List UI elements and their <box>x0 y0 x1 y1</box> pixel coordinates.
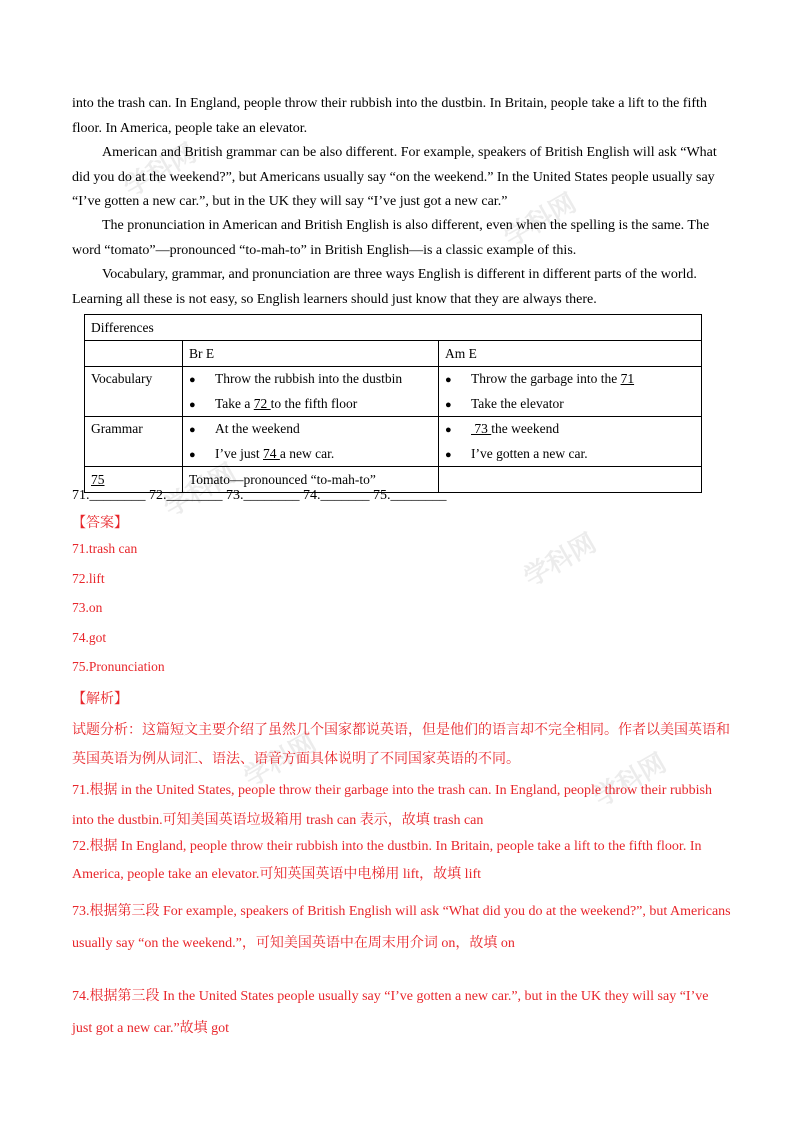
table-header-bre: Br E <box>183 341 439 367</box>
table-header-empty <box>85 341 183 367</box>
answer-74: 74.got <box>72 630 107 645</box>
bullet-icon: ● <box>445 398 452 411</box>
blank-75: 75 <box>91 472 105 487</box>
analysis-heading: 【解析】 <box>72 692 128 707</box>
list-item: ● Take a 72 to the fifth floor <box>189 392 432 417</box>
passage-paragraph-2: American and British grammar can be also different. For example, speakers of British English will ask “What did you do at the weekend?”, but Americans usually say “on the weekend.” In the United States people usually say “I’ve gotten a new car.”, but in the UK they will say “I’ve just got a new car.” <box>72 145 717 209</box>
blank-71: 71 <box>620 371 635 386</box>
blank-73: 73 <box>471 421 492 436</box>
blank-74: 74 <box>263 445 280 461</box>
row-label-vocabulary: Vocabulary <box>85 367 183 417</box>
list-item: ● Throw the rubbish into the dustbin <box>189 367 432 392</box>
analysis-73: 73.根据第三段 For example, speakers of British English will ask “What did you do at the weekend?”, but Americans usually say “on the weekend.”，可知美国英语中在周末用介词 on，故填 on <box>72 904 731 951</box>
bullet-icon: ● <box>189 448 196 461</box>
analysis-intro: 试题分析：这篇短文主要介绍了虽然几个国家都说英语，但是他们的语言却不完全相同。作者以美国英语和英国英语为例从词汇、语法、语音方面具体说明了不同国家英语的不同。 <box>72 723 730 767</box>
bullet-icon: ● <box>445 424 452 436</box>
cell-grammar-bre <box>183 417 439 467</box>
watermark-logo: 学科网 <box>158 458 242 524</box>
watermark-logo: 学科网 <box>238 728 322 794</box>
analysis-71: 71.根据 in the United States, people throw their garbage into the trash can. In England, people throw their rubbish into the dustbin.可知美国英语垃圾箱用 trash can 表示，故填 trash can <box>72 783 712 828</box>
row-label-grammar: Grammar <box>85 417 183 467</box>
answer-75: 75.Pronunciation <box>72 659 165 674</box>
cell-pronunciation-bre: Tomato—pronounced “to-mah-to” <box>183 467 439 493</box>
cell-pronunciation-ame <box>439 467 702 493</box>
answer-73: 73.on <box>72 600 103 615</box>
list-item: ● I’ve gotten a new car. <box>445 442 695 467</box>
cell-grammar-ame <box>439 417 702 467</box>
differences-table <box>84 314 702 493</box>
answer-71: 71.trash can <box>72 541 138 556</box>
bullet-icon: ● <box>445 448 452 461</box>
cell-vocab-ame <box>439 367 702 417</box>
list-item: ● I’ve just 74 a new car. <box>189 442 432 467</box>
passage-paragraph-4: Vocabulary, grammar, and pronunciation are three ways English is different in different parts of the world. Learning all these is not easy, so English learners should just know that they are always there. <box>72 267 697 307</box>
answer-72: 72.lift <box>72 571 105 586</box>
blank-72: 72 <box>253 395 271 411</box>
cell-vocab-bre <box>183 367 439 417</box>
analysis-74: 74.根据第三段 In the United States people usually say “I’ve gotten a new car.”, but in the UK they will say “I’ve just got a new car.”故填 got <box>72 989 709 1036</box>
answer-heading: 【答案】 <box>72 516 128 531</box>
passage-paragraph-1: into the trash can. In England, people throw their rubbish into the dustbin. In Britain, people take a lift to the fifth floor. In America, people take an elevator. <box>72 96 707 136</box>
passage-paragraph-3: The pronunciation in American and British English is also different, even when the spelling is the same. The word “tomato”—pronounced “to-mah-to” in British English—is a classic example of this. <box>72 218 710 258</box>
answer-blanks-line: 71.________ 72.________ 73.________ 74._______ 75.________ <box>72 488 447 503</box>
list-item: ● Throw the garbage into the 71 <box>445 367 695 392</box>
list-item: ● Take the elevator <box>445 392 695 417</box>
table-header-ame: Am E <box>439 341 702 367</box>
list-item: ● At the weekend <box>189 417 432 442</box>
table-title: Differences <box>85 315 702 341</box>
bullet-icon: ● <box>445 374 452 386</box>
bullet-icon: ● <box>189 398 196 411</box>
analysis-72: 72.根据 In England, people throw their rubbish into the dustbin. In Britain, people take a lift to the fifth floor. In America, people take an elevator.可知英国英语中电梯用 lift，故填 lift <box>72 839 702 882</box>
bullet-icon: ● <box>189 424 196 436</box>
watermark-logo: 学科网 <box>498 188 582 254</box>
bullet-icon: ● <box>189 374 196 386</box>
list-item: ● 73 the weekend <box>445 417 695 442</box>
watermark-logo: 学科网 <box>118 138 202 204</box>
watermark-logo: 学科网 <box>518 528 602 594</box>
watermark-logo: 学科网 <box>588 748 672 814</box>
